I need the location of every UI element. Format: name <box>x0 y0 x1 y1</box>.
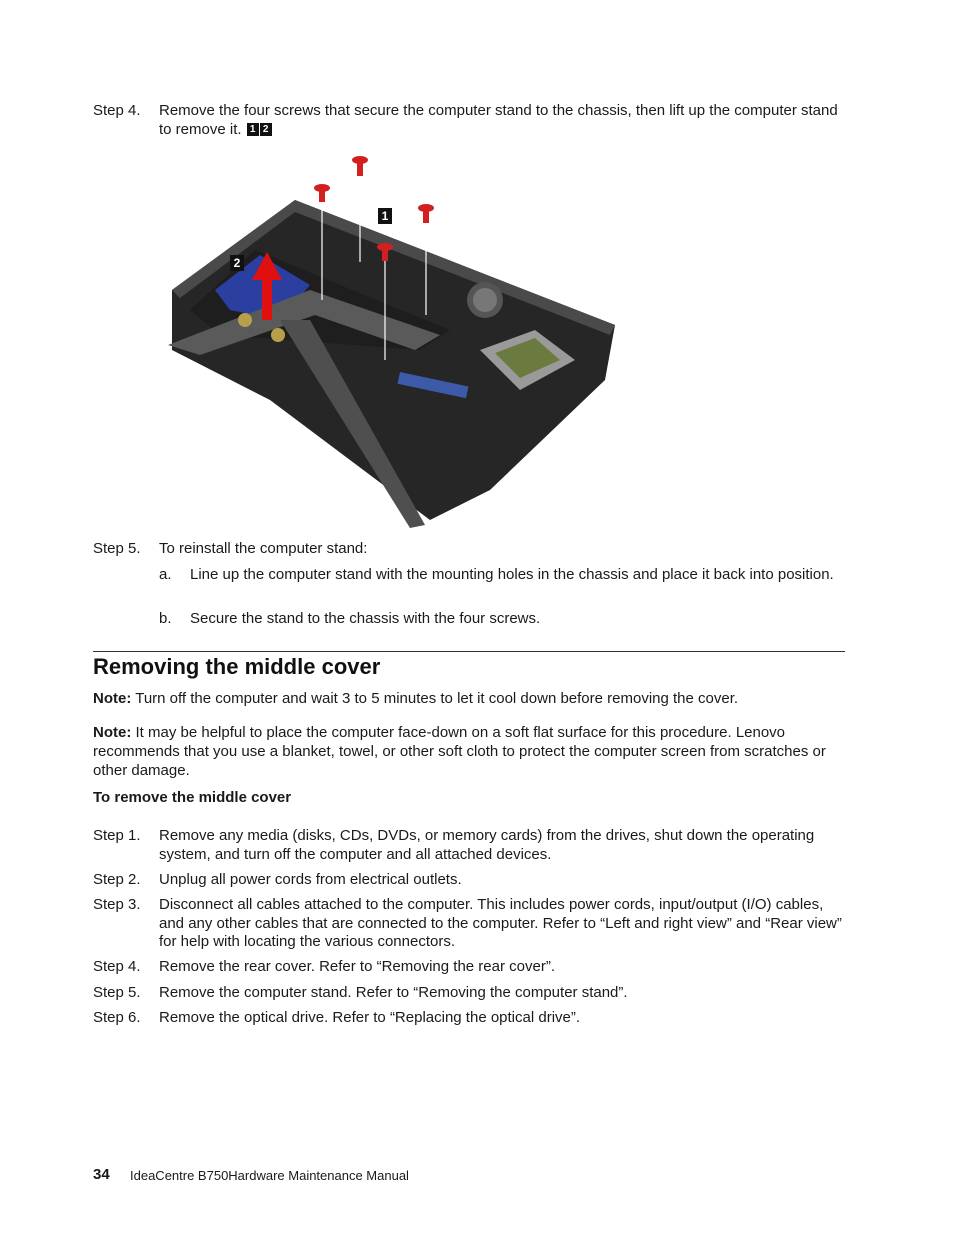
note-face-down <box>93 723 845 780</box>
screw-icon <box>423 208 429 223</box>
screw-icon <box>357 160 363 176</box>
step-text: Remove the computer stand. Refer to “Removing the computer stand”. <box>159 984 628 1001</box>
substep-text: Line up the computer stand with the mounting holes in the chassis and place it back into position. <box>190 566 834 583</box>
callout-badge-1: 1 <box>247 123 259 136</box>
step-text: Disconnect all cables attached to the computer. This includes power cords, input/output (I/O) cables, and any other cables that are connected to the computer. Refer to “Left and right view” and “Rear view” for help with locating the various connectors. <box>159 896 842 950</box>
vent-grille-inner <box>473 288 497 312</box>
note-cool-down <box>93 689 845 708</box>
step-label: Step 4. <box>93 958 141 975</box>
manual-title: IdeaCentre B750Hardware Maintenance Manual <box>130 1168 409 1183</box>
note-text: Turn off the computer and wait 3 to 5 minutes to let it cool down before removing the cover. <box>131 690 739 707</box>
note-label: Note: <box>93 690 132 707</box>
section-title: Removing the middle cover <box>93 654 381 679</box>
step-label: Step 5. <box>93 540 141 557</box>
note-label: Note: <box>93 724 132 741</box>
computer-stand-removal-figure <box>160 150 625 530</box>
figure-callout-1: 1 <box>378 208 392 224</box>
step-label: Step 6. <box>93 1009 141 1026</box>
screw-icon <box>319 188 325 202</box>
screw-icon <box>382 247 388 261</box>
step-label: Step 3. <box>93 896 141 913</box>
procedure-title: To remove the middle cover <box>93 789 292 806</box>
page-number: 34 <box>93 1166 110 1183</box>
step-text: Unplug all power cords from electrical outlets. <box>159 871 462 888</box>
step-label: Step 2. <box>93 871 141 888</box>
step-text: Remove any media (disks, CDs, DVDs, or memory cards) from the drives, shut down the operating system, and turn off the computer and all attached devices. <box>159 827 815 863</box>
step-text: Remove the four screws that secure the computer stand to the chassis, then lift up the computer stand to remove it. 1 2 <box>159 102 838 138</box>
step-label: Step 4. <box>93 102 141 119</box>
stand-hinge-right <box>271 328 285 342</box>
figure-callout-2: 2 <box>230 255 244 271</box>
substep-label: b. <box>159 610 172 627</box>
step-label: Step 1. <box>93 827 141 844</box>
computer-back-illustration <box>160 150 625 530</box>
step-text: To reinstall the computer stand: <box>159 540 368 557</box>
step-text: Remove the optical drive. Refer to “Replacing the optical drive”. <box>159 1009 581 1026</box>
step-text: Remove the rear cover. Refer to “Removing the rear cover”. <box>159 958 555 975</box>
substep-label: a. <box>159 566 172 583</box>
stand-hinge-left <box>238 313 252 327</box>
note-text: It may be helpful to place the computer face-down on a soft flat surface for this procedure. Lenovo recommends that you use a blanket, towel, or other soft cloth to protect the computer screen from scratches or other damage. <box>93 724 826 779</box>
section-divider <box>93 651 845 652</box>
callout-badge-2: 2 <box>260 123 272 136</box>
substep-text: Secure the stand to the chassis with the four screws. <box>190 610 541 627</box>
step-label: Step 5. <box>93 984 141 1001</box>
